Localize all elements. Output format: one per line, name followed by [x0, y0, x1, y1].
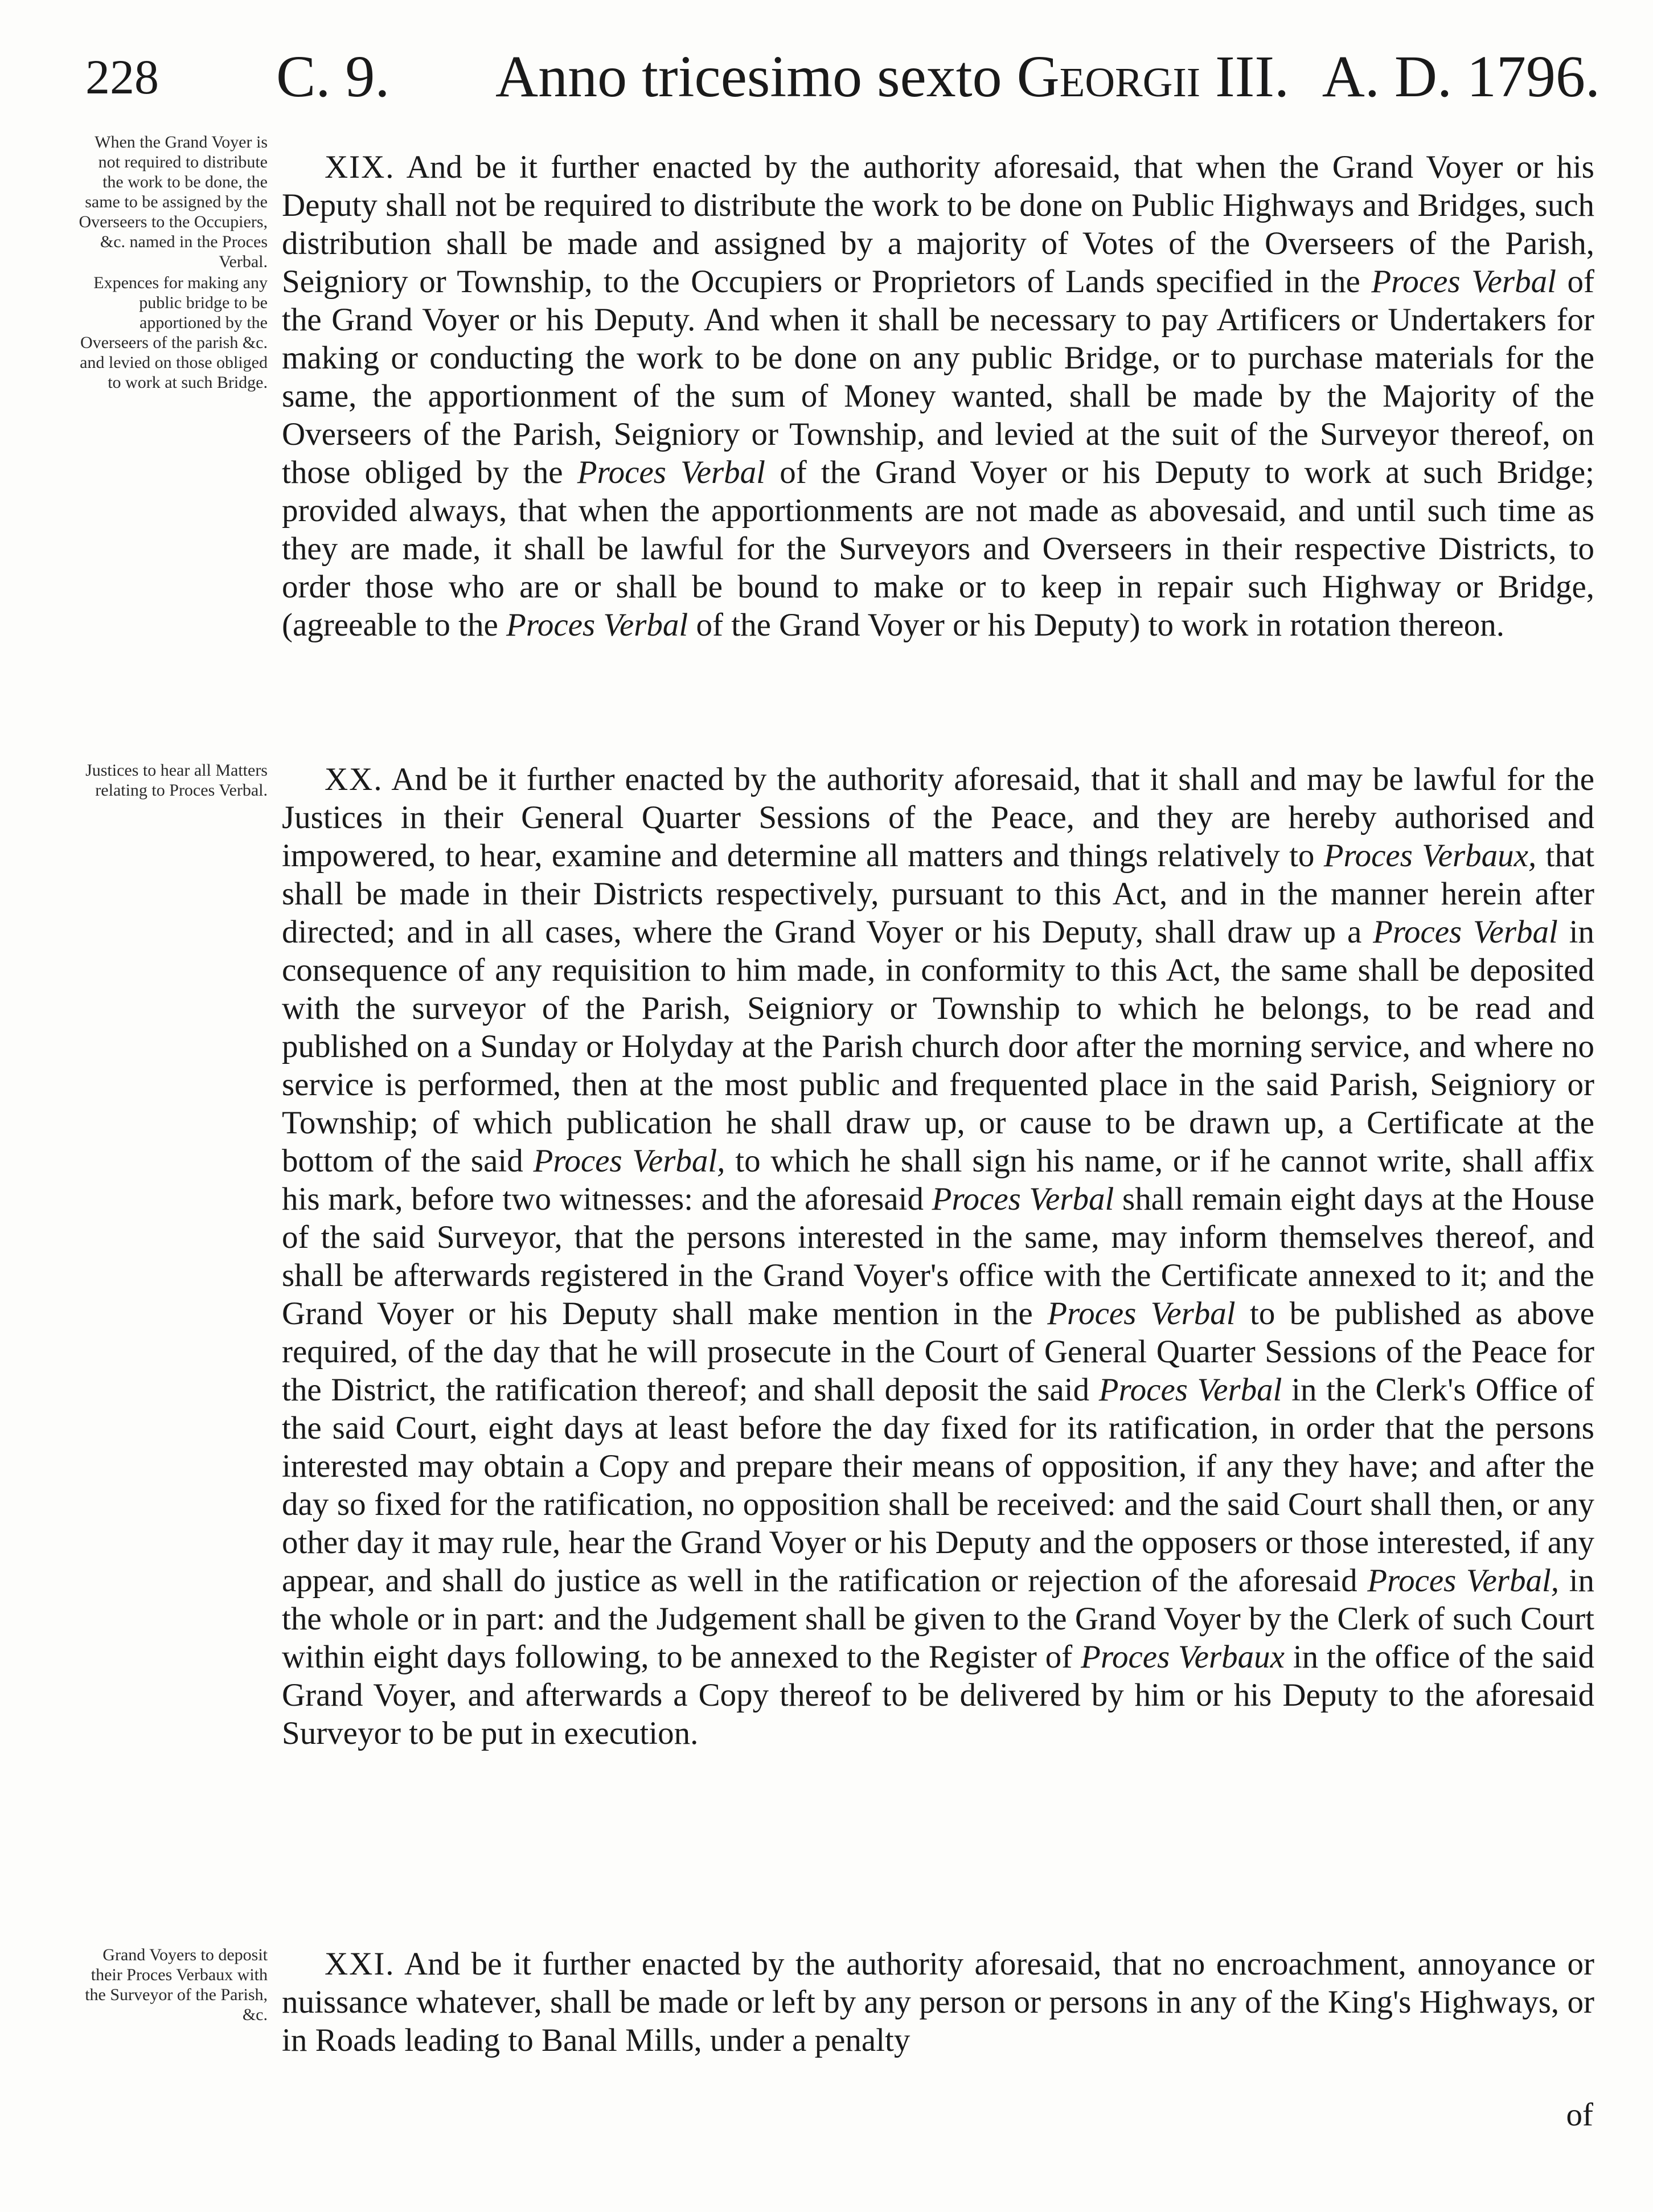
italic-term: Proces Verbal	[1371, 264, 1556, 300]
italic-term: Proces Verbal	[932, 1181, 1114, 1217]
text-run: of the Grand Voyer or his Deputy to work at such Bridge; provided always, that when the apportionments are not made as abovesaid, and until such time as they are made, it shall be lawful for the Surveyors and Overseers in their respective Districts, to order those who are or shall be bound to make or to keep in repair such Highway or Bridge, (agreeable to the	[282, 454, 1595, 643]
text-run: to which he shall sign his name, or if he cannot write, shall affix his mark, before two witnesses: and the aforesaid	[282, 1143, 1595, 1217]
text-run: shall remain eight days at the House of the said Surveyor, that the persons interested in the same, may inform themselves thereof, and shall be afterwards registered in the Grand Voyer's office with the Certificate annexed to it; and the Grand Voyer or his Deputy shall make mention in the	[282, 1181, 1594, 1332]
italic-term: Proces Verbaux	[1081, 1639, 1285, 1675]
catchword: of	[1566, 2097, 1593, 2133]
italic-term: Proces Verbal,	[533, 1143, 725, 1179]
section-number: XXI.	[325, 1946, 395, 1982]
margin-note-xix	[77, 132, 268, 392]
regnal-title-king: Georgii	[1016, 44, 1201, 109]
section-xxi-text	[282, 1945, 1594, 2059]
margin-note-text: Expences for making any public bridge to be apportioned by the Overseers of the parish &c. and levied on those obliged to work at such Bridge.	[80, 273, 268, 392]
page-number: 228	[85, 50, 159, 104]
margin-note-xx	[77, 760, 268, 800]
italic-term: Proces Verbal	[506, 607, 688, 643]
section-xx	[282, 760, 1594, 1752]
regnal-title-prefix: Anno tricesimo sexto	[495, 44, 1002, 109]
text-run: in the Clerk's Office of the said Court, eight days at least before the day fixed for its ratification, in order that the persons interested may obtain a Copy and prepare their means of opposition, if any they have; and after the day so fixed for the ratification, no opposition shall be received: and the said Court shall then, or any other day it may rule, hear the Grand Voyer or his Deputy and the opposers or those interested, if any appear, and shall do justice as well in the ratification or rejection of the aforesaid	[282, 1372, 1595, 1599]
text-run: in the office of the said Grand Voyer, and afterwards a Copy thereof to be delivered by him or his Deputy to the aforesaid Surveyor to be put in execution.	[282, 1639, 1594, 1751]
text-run: to be published as above required, of the day that he will prosecute in the Court of General Quarter Sessions of the Peace for the District, the ratification thereof; and shall deposit the said	[282, 1296, 1594, 1408]
section-number: XX.	[325, 761, 383, 797]
text-run: in the whole or in part: and the Judgement shall be given to the Grand Voyer by the Clerk of such Court within eight days following, to be annexed to the Register of	[282, 1563, 1594, 1675]
header-year: A. D. 1796.	[1322, 44, 1600, 109]
text-run: of the Grand Voyer or his Deputy. And when it shall be necessary to pay Artificers or Undertakers for making or conducting the work to be done on any public Bridge, or to purchase materials for the same, the apportionment of the sum of Money wanted, shall be made by the Majority of the Overseers of the Parish, Seigniory or Township, and levied at the suit of the Surveyor thereof, on those obliged by the	[282, 264, 1594, 490]
italic-term: Proces Verbal	[1098, 1372, 1282, 1408]
italic-term: Proces Verbal	[1373, 914, 1558, 950]
chapter-number: C. 9.	[276, 44, 390, 109]
margin-note-text: Grand Voyers to deposit their Proces Verbaux with the Surveyor of the Parish, &c.	[85, 1945, 268, 2024]
regnal-title-suffix: III.	[1215, 44, 1289, 109]
running-header	[85, 31, 1600, 122]
italic-term: Proces Verbal,	[1367, 1563, 1560, 1599]
section-xix	[282, 148, 1594, 644]
section-xxi	[282, 1945, 1594, 2059]
section-number: XIX.	[325, 149, 395, 185]
text-run: of the Grand Voyer or his Deputy) to work in rotation thereon.	[688, 607, 1504, 643]
section-xix-text	[282, 148, 1594, 644]
margin-note-text: When the Grand Voyer is not required to distribute the work to be done, the same to be assigned by the Overseers to the Occupiers, &c. named in the Proces Verbal.	[79, 133, 268, 271]
margin-note-xxi	[77, 1945, 268, 2025]
text-run: in consequence of any requisition to him made, in conformity to this Act, the same shall be deposited with the surveyor of the Parish, Seigniory or Township to which he belongs, to be read and published on a Sunday or Holyday at the Parish church door after the morning service, and where no service is performed, then at the most public and frequented place in the said Parish, Seigniory or Township; of which publication he shall draw up, or cause to be drawn up, a Certificate at the bottom of the said	[282, 914, 1595, 1179]
text-run: And be it further enacted by the authority aforesaid, that when the Grand Voyer or his Deputy shall not be required to distribute the work to be done on Public Highways and Bridges, such distribution shall be made and assigned by a majority of Votes of the Overseers of the Parish, Seigniory or Township, to the Occupiers or Proprietors of Lands specified in the	[282, 149, 1594, 300]
text-run: And be it further enacted by the authority aforesaid, that it shall and may be lawful for the Justices in their General Quarter Sessions of the Peace, and they are hereby authorised and impowered, to hear, examine and determine all matters and things relatively to	[282, 761, 1594, 874]
section-xx-text	[282, 760, 1594, 1752]
italic-term: Proces Verbaux,	[1323, 838, 1537, 874]
text-run: that shall be made in their Districts respectively, pursuant to this Act, and in the manner herein after directed; and in all cases, where the Grand Voyer or his Deputy, shall draw up a	[282, 838, 1594, 950]
italic-term: Proces Verbal	[577, 454, 765, 490]
italic-term: Proces Verbal	[1047, 1296, 1236, 1332]
text-run: And be it further enacted by the authority aforesaid, that no encroachment, annoyance or nuissance whatever, shall be made or left by any person or persons in any of the King's Highways, or in Roads leading to Banal Mills, under a penalty	[282, 1946, 1594, 2058]
margin-note-text: Justices to hear all Matters relating to Proces Verbal.	[85, 761, 268, 800]
regnal-title	[495, 31, 1289, 122]
